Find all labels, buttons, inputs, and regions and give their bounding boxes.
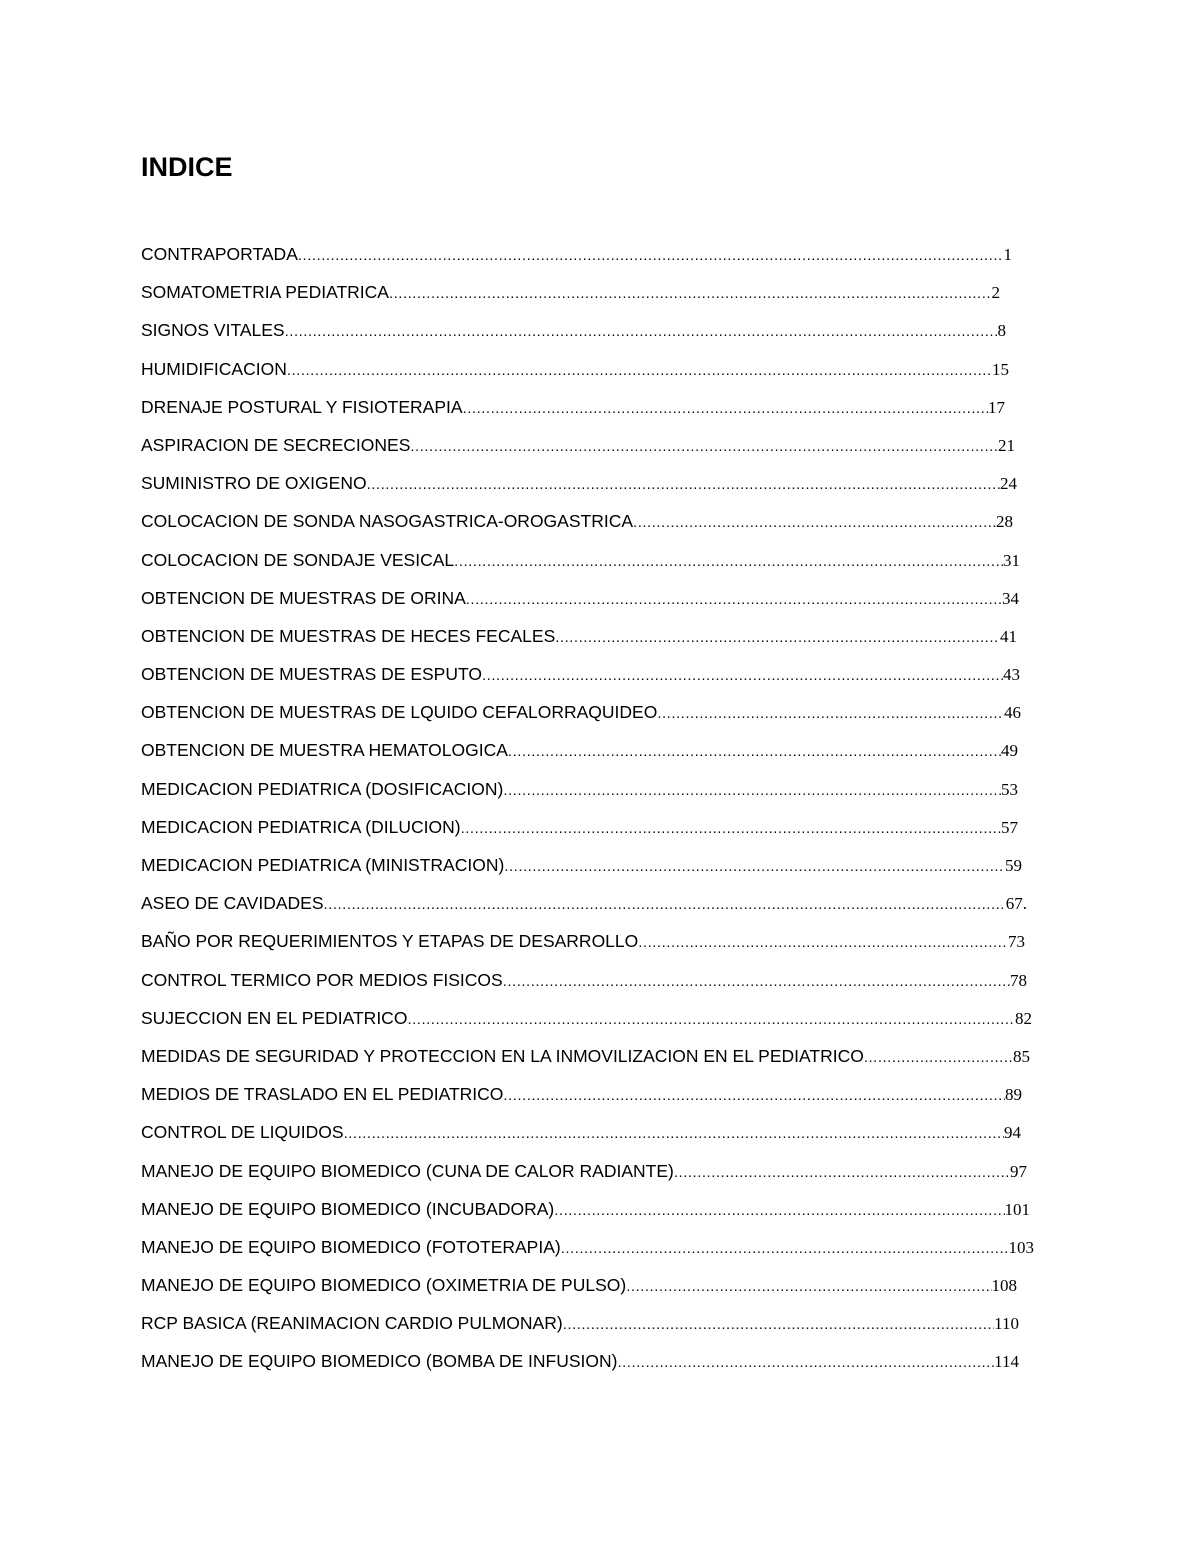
toc-entry-title: HUMIDIFICACION	[141, 358, 287, 379]
toc-entry-title: MANEJO DE EQUIPO BIOMEDICO (INCUBADORA)	[141, 1198, 555, 1219]
toc-entry-title: CONTROL TERMICO POR MEDIOS FISICOS	[141, 969, 503, 990]
toc-entry-page-number: 24	[1000, 474, 1017, 494]
toc-entry	[141, 1118, 1021, 1156]
toc-dot-leader	[657, 700, 1004, 728]
toc-entry	[141, 355, 1009, 393]
toc-entry-title: OBTENCION DE MUESTRAS DE ESPUTO	[141, 664, 482, 685]
toc-dot-leader	[633, 509, 996, 537]
toc-entry-page-number: 17	[988, 397, 1005, 417]
toc-dot-leader	[561, 1235, 1009, 1263]
toc-entry-title: MANEJO DE EQUIPO BIOMEDICO (OXIMETRIA DE PULSO)	[141, 1275, 627, 1296]
toc-entry-page-number: 1	[1003, 245, 1012, 264]
toc-entry-title: DRENAJE POSTURAL Y FISIOTERAPIA	[141, 396, 463, 417]
toc-entry-page-number: 43	[1003, 665, 1020, 685]
toc-entry-page-number: 49	[1001, 741, 1018, 761]
toc-entry	[141, 278, 1000, 316]
toc-dot-leader	[285, 318, 998, 346]
toc-entry-page-number: 8	[997, 321, 1006, 341]
toc-dot-leader	[466, 586, 1002, 614]
toc-entry-page-number: 28	[996, 512, 1013, 532]
toc-entry	[141, 1004, 1032, 1042]
toc-dot-leader	[461, 815, 1001, 843]
toc-entry-title: MEDIOS DE TRASLADO EN EL PEDIATRICO	[141, 1084, 504, 1105]
toc-entry-page-number: 59	[1005, 856, 1022, 875]
toc-entry-title: RCP BASICA (REANIMACION CARDIO PULMONAR)	[141, 1313, 563, 1334]
toc-dot-leader	[503, 968, 1010, 996]
toc-entry-page-number: 21	[998, 435, 1015, 455]
toc-entry-title: SIGNOS VITALES	[141, 320, 285, 341]
toc-entry	[141, 736, 1018, 774]
toc-dot-leader	[563, 1311, 994, 1339]
toc-entry-title: ASEO DE CAVIDADES	[141, 893, 324, 914]
toc-entry	[141, 813, 1018, 851]
toc-dot-leader	[864, 1044, 1013, 1072]
toc-entry-title: COLOCACION DE SONDA NASOGASTRICA-OROGASTRICA	[141, 511, 634, 532]
toc-dot-leader	[407, 1006, 1015, 1034]
toc-entry-page-number: 103	[1008, 1237, 1034, 1257]
toc-entry-page-number: 57	[1001, 817, 1018, 837]
toc-dot-leader	[503, 777, 1001, 805]
toc-dot-leader	[626, 1273, 991, 1301]
toc-dot-leader	[554, 1197, 1004, 1225]
toc-dot-leader	[410, 433, 998, 461]
toc-entry-page-number: 34	[1002, 588, 1019, 608]
toc-dot-leader	[324, 891, 1006, 919]
toc-entry-page-number: 53	[1001, 779, 1018, 799]
toc-entry-title: MANEJO DE EQUIPO BIOMEDICO (BOMBA DE INFUSION)	[141, 1351, 618, 1372]
toc-entry-title: CONTROL DE LIQUIDOS	[141, 1122, 344, 1143]
toc-dot-leader	[367, 471, 1000, 499]
toc-entry	[141, 889, 1027, 927]
toc-dot-leader	[674, 1159, 1010, 1187]
toc-entry-page-number: 15	[992, 359, 1009, 379]
toc-entry-title: BAÑO POR REQUERIMIENTOS Y ETAPAS DE DESARROLLO	[141, 931, 639, 952]
toc-entry-page-number: 89	[1005, 1085, 1022, 1105]
toc-entry-title: CONTRAPORTADA	[141, 244, 298, 264]
toc-entry-page-number: 78	[1010, 970, 1027, 990]
toc-entry	[141, 1157, 1027, 1195]
toc-entry-page-number: 94	[1004, 1123, 1021, 1143]
toc-entry	[141, 1042, 1030, 1080]
toc-entry	[141, 1195, 1030, 1233]
toc-entry-page-number: 82	[1015, 1008, 1032, 1028]
toc-entry	[141, 1080, 1022, 1118]
toc-dot-leader	[287, 357, 992, 385]
toc-entry-page-number: 41	[1000, 626, 1017, 646]
toc-entry-page-number: 108	[991, 1276, 1017, 1296]
toc-entry-title: OBTENCION DE MUESTRA HEMATOLOGICA	[141, 740, 508, 761]
toc-entry	[141, 584, 1019, 622]
toc-entry-title: MEDICACION PEDIATRICA (DOSIFICACION)	[141, 778, 504, 799]
toc-dot-leader	[344, 1120, 1004, 1148]
toc-entry	[141, 1347, 1019, 1385]
toc-entry-title: OBTENCION DE MUESTRAS DE ORINA	[141, 587, 466, 608]
toc-dot-leader	[638, 929, 1008, 957]
toc-entry	[141, 393, 1005, 431]
page-title: INDICE	[141, 152, 233, 182]
toc-entry-page-number: 73	[1008, 932, 1025, 952]
toc-entry-page-number: 67.	[1005, 894, 1027, 914]
toc-entry-page-number: 46	[1004, 703, 1021, 723]
toc-dot-leader	[482, 662, 1003, 690]
toc-entry	[141, 507, 1013, 545]
toc-entry-title: SOMATOMETRIA PEDIATRICA	[141, 282, 389, 303]
toc-entry-page-number: 110	[994, 1314, 1019, 1334]
toc-entry-title: ASPIRACION DE SECRECIONES	[141, 434, 411, 455]
toc-entry	[141, 316, 1006, 354]
toc-dot-leader	[508, 738, 1001, 766]
toc-entry-page-number: 2	[991, 283, 1000, 303]
toc-entry	[141, 469, 1017, 507]
toc-entry	[141, 1309, 1019, 1347]
toc-entry-title: OBTENCION DE MUESTRAS DE HECES FECALES	[141, 625, 556, 646]
toc-entry	[141, 1271, 1017, 1309]
toc-dot-leader	[298, 242, 1004, 270]
toc-entry	[141, 622, 1017, 660]
toc-entry-title: MEDIDAS DE SEGURIDAD Y PROTECCION EN LA INMOVILIZACION EN EL PEDIATRICO	[141, 1045, 864, 1066]
toc-dot-leader	[617, 1349, 994, 1377]
toc-entry-page-number: 85	[1013, 1046, 1030, 1066]
toc-entry-title: MANEJO DE EQUIPO BIOMEDICO (FOTOTERAPIA)	[141, 1236, 561, 1257]
toc-entry-title: SUJECCION EN EL PEDIATRICO	[141, 1007, 408, 1028]
toc-entry-page-number: 97	[1010, 1161, 1027, 1181]
toc-dot-leader	[504, 853, 1005, 881]
toc-dot-leader	[389, 280, 992, 308]
toc-dot-leader	[463, 395, 988, 423]
toc-entry-title: MANEJO DE EQUIPO BIOMEDICO (CUNA DE CALOR RADIANTE)	[141, 1160, 674, 1181]
toc-entry-title: MEDICACION PEDIATRICA (DILUCION)	[141, 816, 461, 837]
toc-entry	[141, 546, 1020, 584]
toc-dot-leader	[503, 1082, 1005, 1110]
toc-dot-leader	[454, 548, 1003, 576]
toc-entry	[141, 851, 1022, 889]
toc-entry-title: MEDICACION PEDIATRICA (MINISTRACION)	[141, 855, 505, 875]
toc-entry-page-number: 114	[994, 1352, 1019, 1372]
table-of-contents	[141, 240, 1034, 1386]
toc-entry	[141, 240, 1012, 278]
toc-entry	[141, 1233, 1034, 1271]
toc-entry-page-number: 101	[1004, 1199, 1030, 1219]
toc-dot-leader	[555, 624, 1000, 652]
toc-entry	[141, 660, 1020, 698]
toc-entry-title: SUMINISTRO DE OXIGENO	[141, 473, 367, 494]
toc-entry	[141, 927, 1025, 965]
toc-entry-title: COLOCACION DE SONDAJE VESICAL	[141, 549, 455, 570]
toc-entry	[141, 775, 1018, 813]
toc-entry	[141, 431, 1015, 469]
toc-entry-title: OBTENCION DE MUESTRAS DE LQUIDO CEFALORRAQUIDEO	[141, 702, 658, 723]
toc-entry-page-number: 31	[1003, 550, 1020, 570]
toc-entry	[141, 966, 1027, 1004]
toc-entry	[141, 698, 1021, 736]
